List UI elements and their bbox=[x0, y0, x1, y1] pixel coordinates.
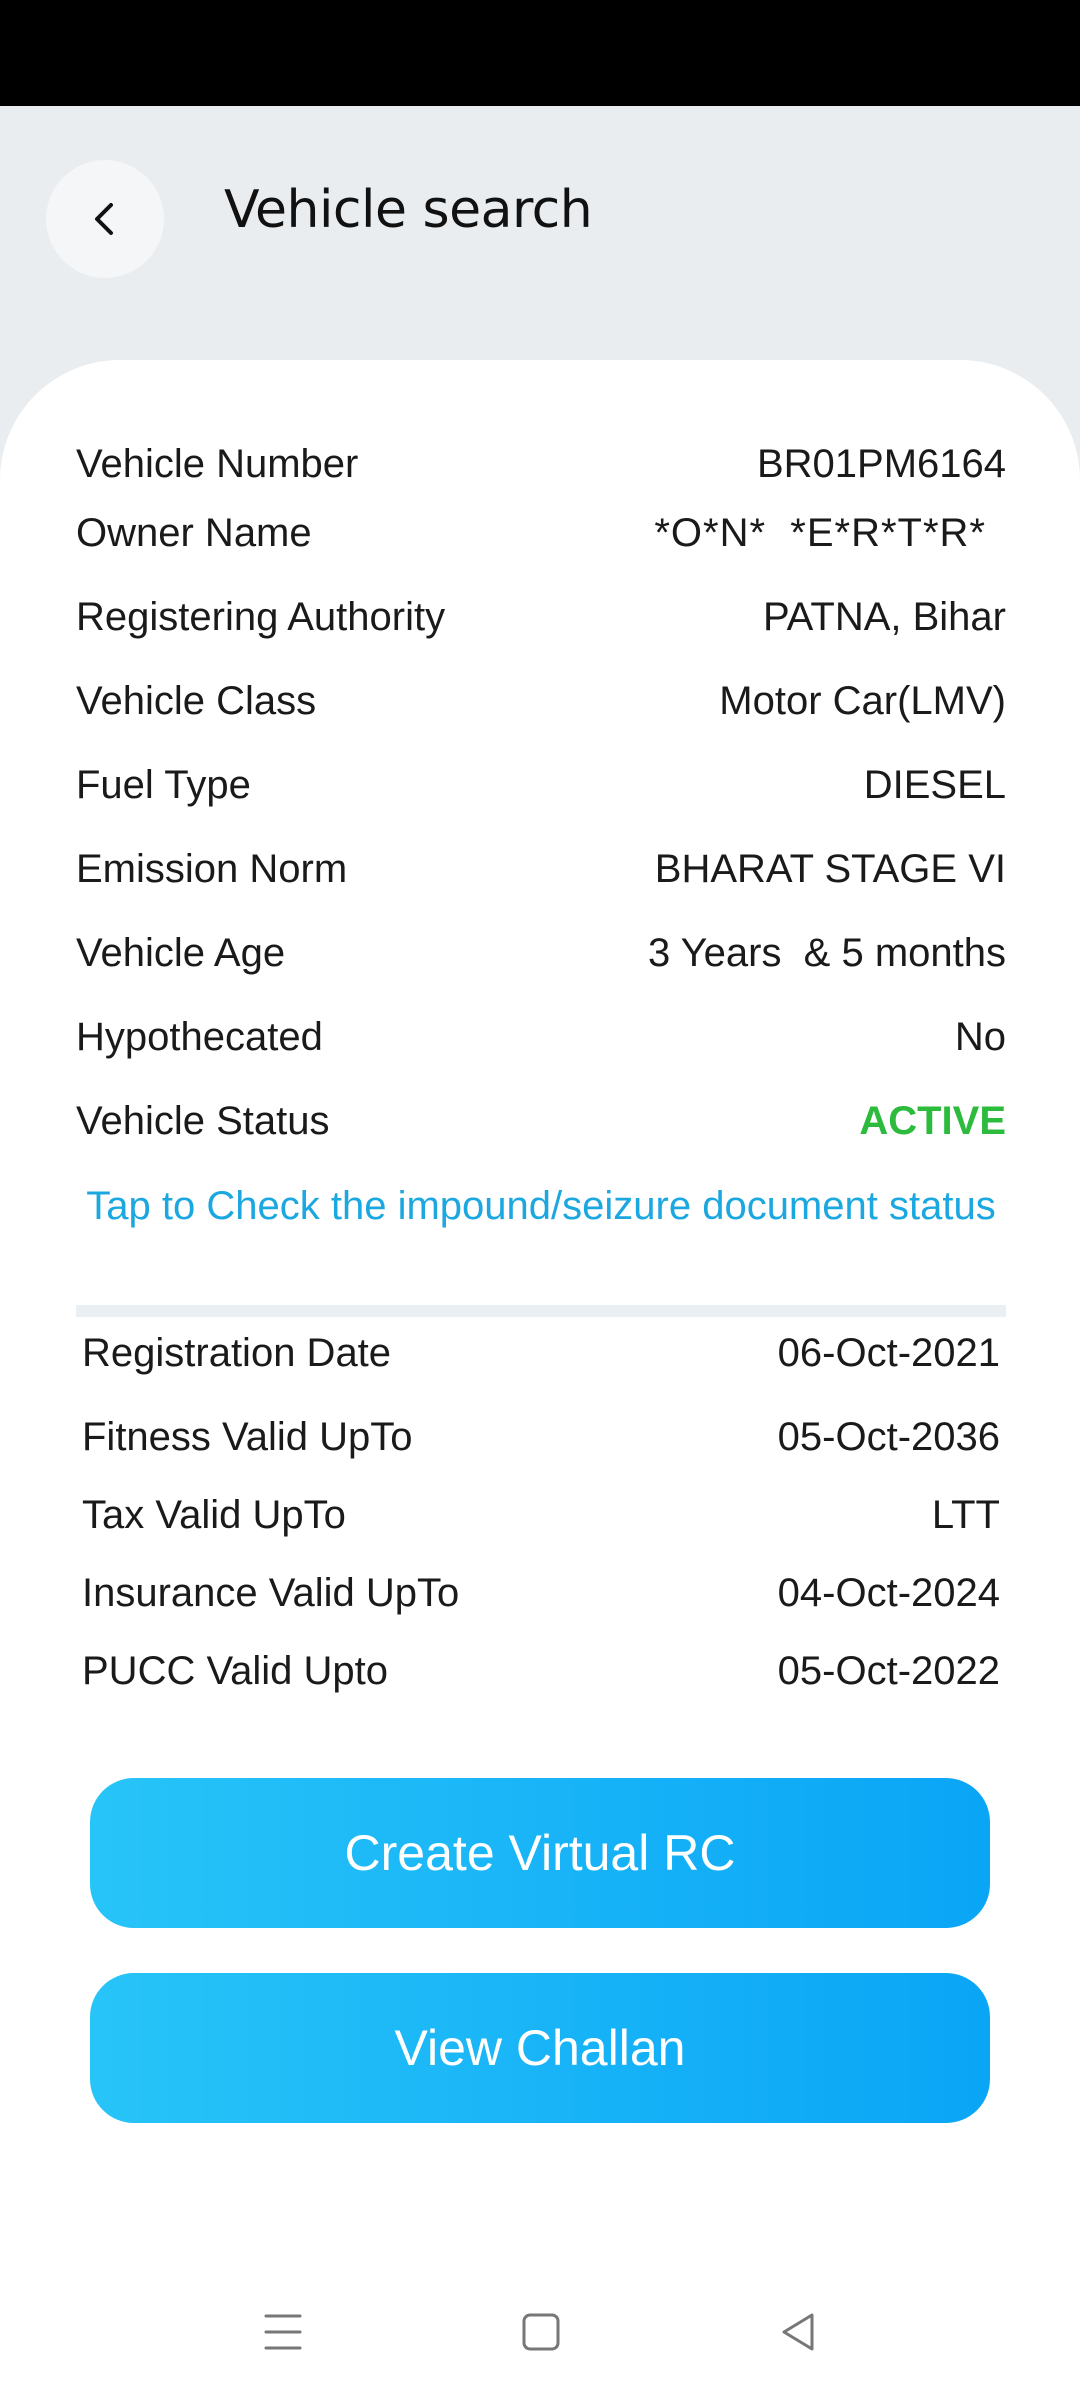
home-square-icon[interactable] bbox=[520, 2310, 562, 2354]
status-badge: ACTIVE bbox=[859, 1098, 1006, 1143]
validity-value: 06-Oct-2021 bbox=[777, 1330, 1000, 1375]
detail-row-vehicle-class bbox=[76, 671, 1006, 731]
detail-label: Vehicle Number bbox=[76, 441, 359, 486]
validity-row-registration-date bbox=[82, 1323, 1000, 1383]
detail-value: PATNA, Bihar bbox=[762, 594, 1006, 639]
chevron-left-icon bbox=[85, 199, 125, 239]
detail-label: Vehicle Status bbox=[76, 1098, 330, 1143]
detail-value: DIESEL bbox=[863, 762, 1006, 807]
validity-value: LTT bbox=[931, 1492, 1000, 1537]
detail-row-owner-name bbox=[76, 503, 1006, 563]
status-bar bbox=[0, 0, 1080, 106]
detail-value: Motor Car(LMV) bbox=[719, 678, 1006, 723]
validity-row-tax bbox=[82, 1485, 1000, 1545]
detail-label: Registering Authority bbox=[76, 594, 446, 639]
detail-row-registering-authority bbox=[76, 587, 1006, 647]
validity-label: Fitness Valid UpTo bbox=[82, 1414, 413, 1459]
detail-value: 3 Years & 5 months bbox=[647, 930, 1006, 975]
validity-row-insurance bbox=[82, 1563, 1000, 1623]
detail-row-vehicle-status bbox=[76, 1091, 1006, 1151]
detail-label: Fuel Type bbox=[76, 762, 251, 807]
detail-row-vehicle-age bbox=[76, 923, 1006, 983]
detail-label: Vehicle Age bbox=[76, 930, 286, 975]
detail-value: No bbox=[954, 1014, 1006, 1059]
detail-value: *O*N* *E*R*T*R* bbox=[654, 510, 986, 555]
view-challan-button[interactable]: View Challan bbox=[90, 1973, 990, 2123]
validity-label: Insurance Valid UpTo bbox=[82, 1570, 460, 1615]
validity-label: Tax Valid UpTo bbox=[82, 1492, 346, 1537]
validity-row-fitness bbox=[82, 1407, 1000, 1467]
impound-status-link[interactable]: Tap to Check the impound/seizure document status bbox=[86, 1184, 996, 1228]
divider bbox=[76, 1305, 1006, 1317]
validity-value: 04-Oct-2024 bbox=[777, 1570, 1000, 1615]
detail-label: Emission Norm bbox=[76, 846, 348, 891]
detail-label: Vehicle Class bbox=[76, 678, 317, 723]
validity-row-pucc bbox=[82, 1641, 1000, 1701]
detail-row-hypothecated bbox=[76, 1007, 1006, 1067]
detail-row-fuel-type bbox=[76, 755, 1006, 815]
detail-value: BR01PM6164 bbox=[756, 441, 1006, 486]
validity-label: Registration Date bbox=[82, 1330, 392, 1375]
validity-value: 05-Oct-2036 bbox=[777, 1414, 1000, 1459]
validity-label: PUCC Valid Upto bbox=[82, 1648, 389, 1693]
menu-icon[interactable] bbox=[262, 2310, 304, 2354]
detail-row-vehicle-number bbox=[76, 434, 1006, 494]
create-virtual-rc-button[interactable]: Create Virtual RC bbox=[90, 1778, 990, 1928]
detail-value: BHARAT STAGE VI bbox=[654, 846, 1006, 891]
back-triangle-icon[interactable] bbox=[778, 2310, 820, 2354]
page-title: Vehicle search bbox=[224, 180, 593, 240]
detail-label: Hypothecated bbox=[76, 1014, 323, 1059]
validity-value: 05-Oct-2022 bbox=[777, 1648, 1000, 1693]
detail-row-emission-norm bbox=[76, 839, 1006, 899]
back-button[interactable] bbox=[46, 160, 164, 278]
detail-label: Owner Name bbox=[76, 510, 312, 555]
